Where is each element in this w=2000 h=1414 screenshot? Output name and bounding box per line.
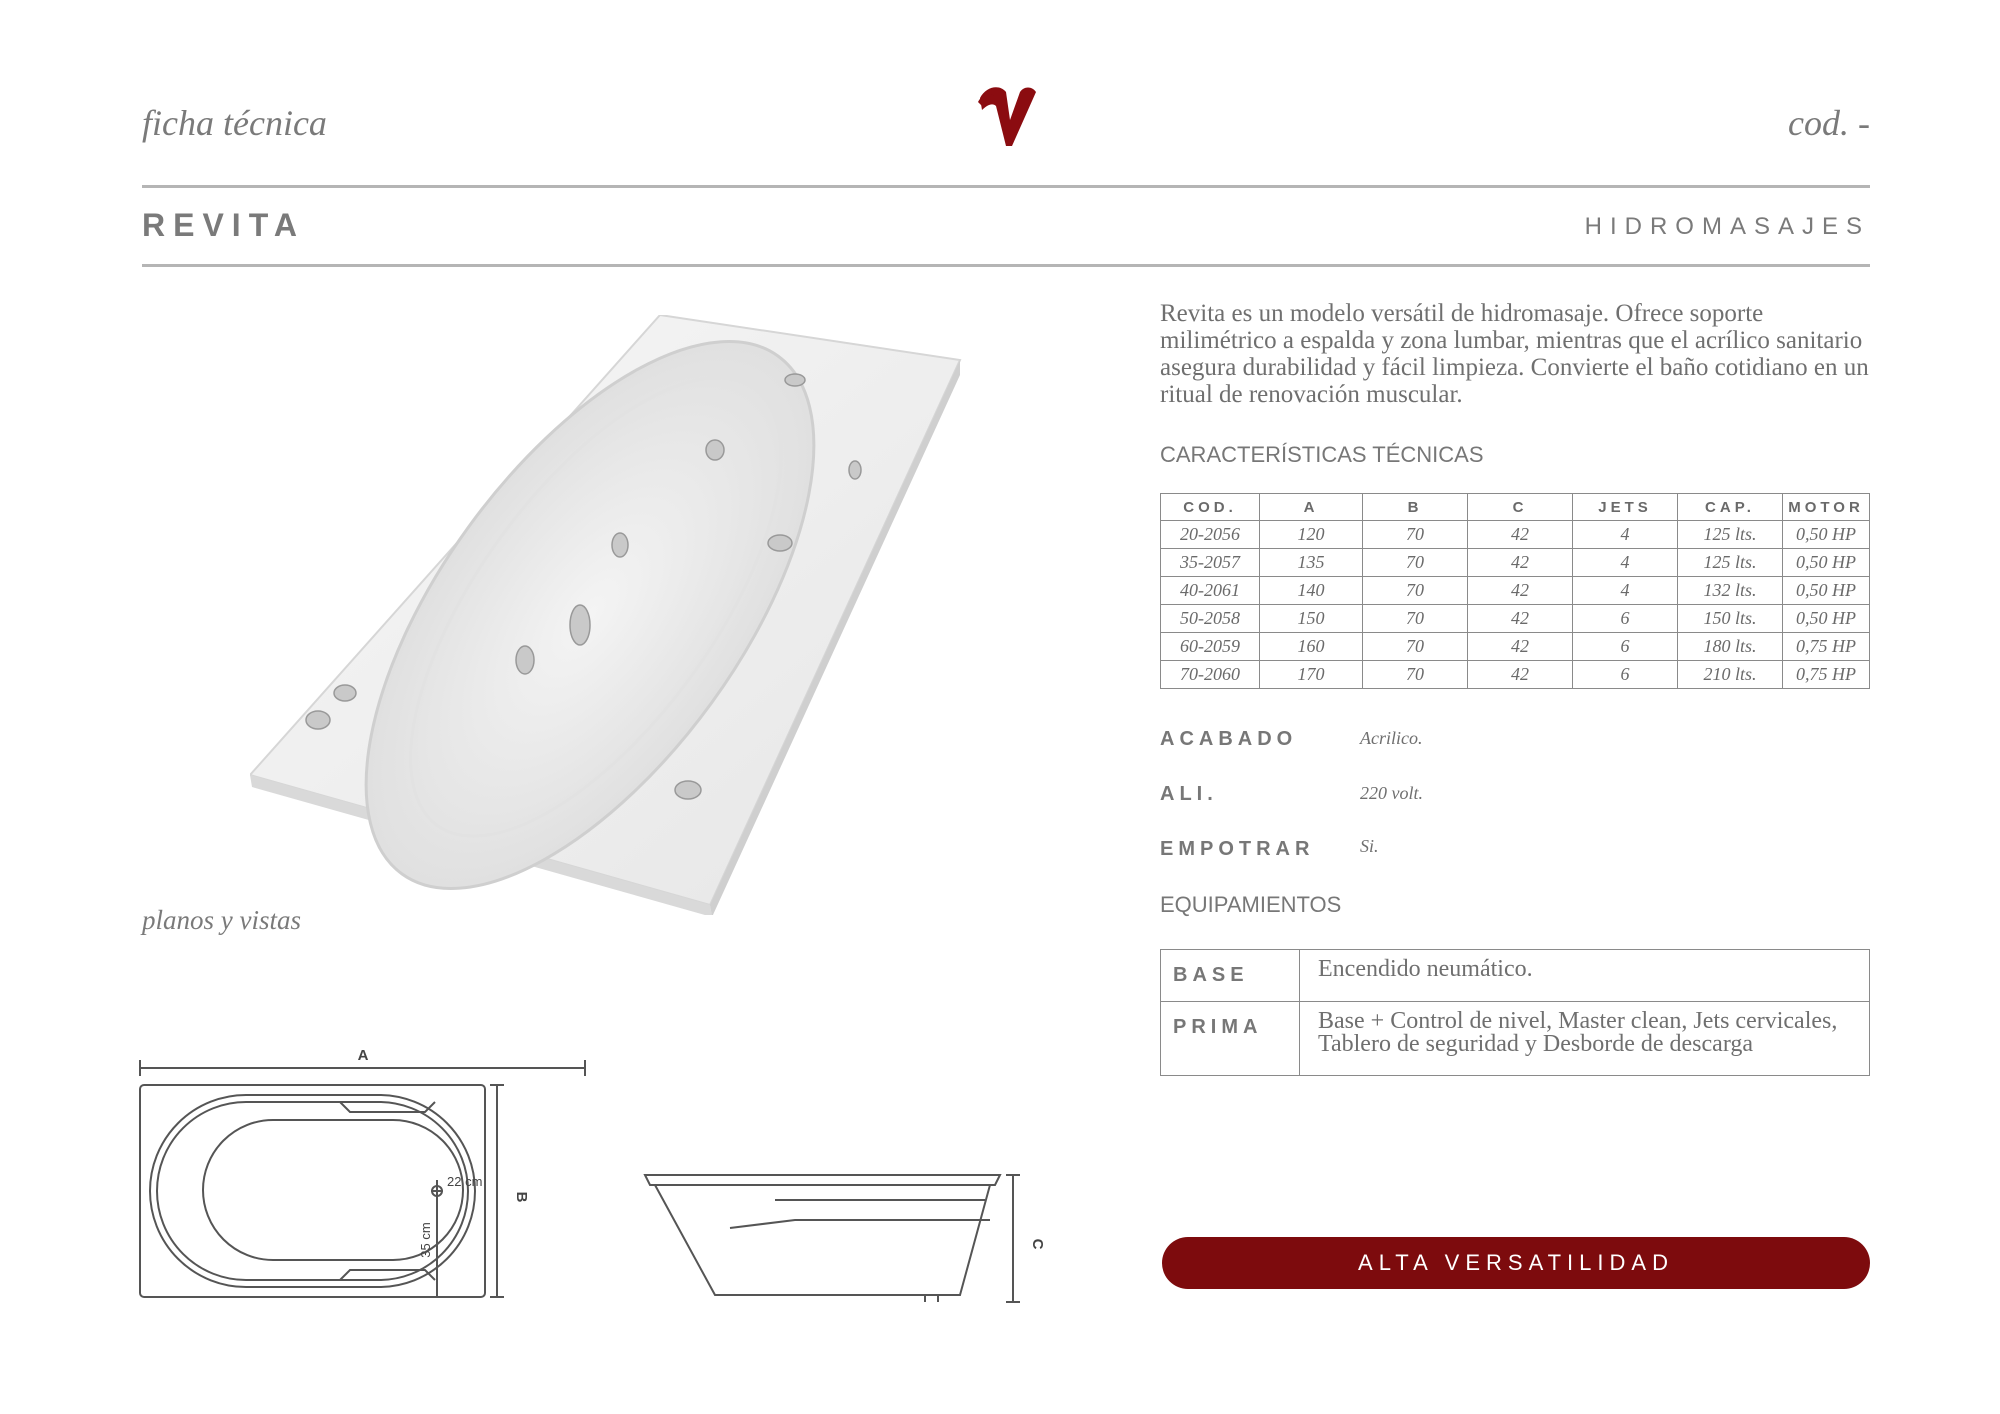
- table-cell: 150: [1260, 605, 1363, 633]
- table-cell: 70: [1363, 633, 1468, 661]
- header-divider: [142, 185, 1870, 188]
- table-cell: 125 lts.: [1678, 549, 1783, 577]
- table-cell: 0,75 HP: [1783, 633, 1870, 661]
- product-description: Revita es un modelo versátil de hidromasaje. Ofrece soporte milimétrico a espalda y zona lumbar, mientras que el acrílico sanitario asegura durabilidad y fácil limpieza. Convierte el baño cotidiano en un ritual de renovación muscular.: [1160, 300, 1869, 408]
- drawings-title: planos y vistas: [142, 905, 301, 935]
- table-row: [1161, 1002, 1870, 1076]
- specs-col-motor: MOTOR: [1783, 494, 1870, 521]
- table-cell: 42: [1468, 605, 1573, 633]
- table-cell: 20-2056: [1161, 521, 1260, 549]
- table-cell: 4: [1573, 521, 1678, 549]
- table-cell: 140: [1260, 577, 1363, 605]
- technical-drawing: [135, 1040, 1135, 1320]
- table-cell: 125 lts.: [1678, 521, 1783, 549]
- table-cell: 35-2057: [1161, 549, 1260, 577]
- table-cell: 70: [1363, 549, 1468, 577]
- table-cell: 70: [1363, 661, 1468, 689]
- table-cell: 70: [1363, 577, 1468, 605]
- equip-prima-label: PRIMA: [1161, 1002, 1300, 1076]
- equip-prima-value: Base + Control de nivel, Master clean, Jets cervicales, Tablero de seguridad y Desborde de descarga: [1300, 1002, 1870, 1076]
- attr-ali-value: 220 volt.: [1360, 783, 1423, 803]
- table-cell: 0,50 HP: [1783, 549, 1870, 577]
- attr-acabado-label: ACABADO: [1160, 728, 1298, 750]
- table-cell: 40-2061: [1161, 577, 1260, 605]
- table-cell: 132 lts.: [1678, 577, 1783, 605]
- equip-base-value: Encendido neumático.: [1300, 950, 1870, 1002]
- table-row: [1161, 521, 1870, 549]
- table-cell: 180 lts.: [1678, 633, 1783, 661]
- title-divider: [142, 264, 1870, 267]
- table-row: [1161, 549, 1870, 577]
- table-cell: 170: [1260, 661, 1363, 689]
- specs-header-row: [1161, 494, 1870, 521]
- table-cell: 210 lts.: [1678, 661, 1783, 689]
- table-cell: 70: [1363, 605, 1468, 633]
- table-cell: 6: [1573, 633, 1678, 661]
- table-cell: 42: [1468, 521, 1573, 549]
- specs-col-cap: CAP.: [1678, 494, 1783, 521]
- table-cell: 150 lts.: [1678, 605, 1783, 633]
- specs-col-c: C: [1468, 494, 1573, 521]
- dim-c-label: C: [1029, 1238, 1046, 1250]
- table-cell: 0,50 HP: [1783, 605, 1870, 633]
- specs-title: CARACTERÍSTICAS TÉCNICAS: [1160, 442, 1484, 467]
- dim-a-label: A: [357, 1047, 369, 1064]
- bathtub-photo: [250, 315, 970, 915]
- attr-ali-label: ALI.: [1160, 783, 1218, 805]
- doc-type-title: ficha técnica: [142, 103, 327, 143]
- specs-col-b: B: [1363, 494, 1468, 521]
- attr-acabado-value: Acrilico.: [1360, 728, 1423, 748]
- table-cell: 50-2058: [1161, 605, 1260, 633]
- table-cell: 0,50 HP: [1783, 577, 1870, 605]
- table-cell: 42: [1468, 549, 1573, 577]
- product-category: HIDROMASAJES: [1584, 213, 1870, 240]
- brand-logo-icon: [976, 80, 1040, 150]
- dim-b-label: B: [513, 1191, 530, 1203]
- table-cell: 135: [1260, 549, 1363, 577]
- specs-table: [1160, 493, 1870, 689]
- specs-col-a: A: [1260, 494, 1363, 521]
- dim-35-label: 35 cm: [418, 1222, 433, 1258]
- equipment-table: [1160, 949, 1870, 1076]
- attr-empotrar-value: Si.: [1360, 836, 1379, 856]
- table-cell: 4: [1573, 577, 1678, 605]
- equipment-title: EQUIPAMIENTOS: [1160, 892, 1342, 917]
- table-row: [1161, 605, 1870, 633]
- table-cell: 0,50 HP: [1783, 521, 1870, 549]
- table-cell: 70-2060: [1161, 661, 1260, 689]
- table-cell: 0,75 HP: [1783, 661, 1870, 689]
- table-cell: 120: [1260, 521, 1363, 549]
- table-cell: 60-2059: [1161, 633, 1260, 661]
- table-cell: 160: [1260, 633, 1363, 661]
- specs-col-jets: JETS: [1573, 494, 1678, 521]
- table-row: [1161, 661, 1870, 689]
- attr-empotrar-label: EMPOTRAR: [1160, 838, 1315, 860]
- table-cell: 42: [1468, 577, 1573, 605]
- dim-22-label: 22 cm: [447, 1174, 483, 1189]
- table-cell: 70: [1363, 521, 1468, 549]
- table-cell: 42: [1468, 633, 1573, 661]
- table-cell: 4: [1573, 549, 1678, 577]
- table-cell: 42: [1468, 661, 1573, 689]
- table-row: [1161, 577, 1870, 605]
- product-name: REVITA: [142, 207, 305, 243]
- table-row: [1161, 950, 1870, 1002]
- equip-base-label: BASE: [1161, 950, 1300, 1002]
- table-cell: 6: [1573, 661, 1678, 689]
- highlight-banner: ALTA VERSATILIDAD: [1162, 1237, 1870, 1289]
- table-cell: 6: [1573, 605, 1678, 633]
- table-row: [1161, 633, 1870, 661]
- specs-col-cod: COD.: [1161, 494, 1260, 521]
- product-code: cod. -: [1788, 103, 1870, 143]
